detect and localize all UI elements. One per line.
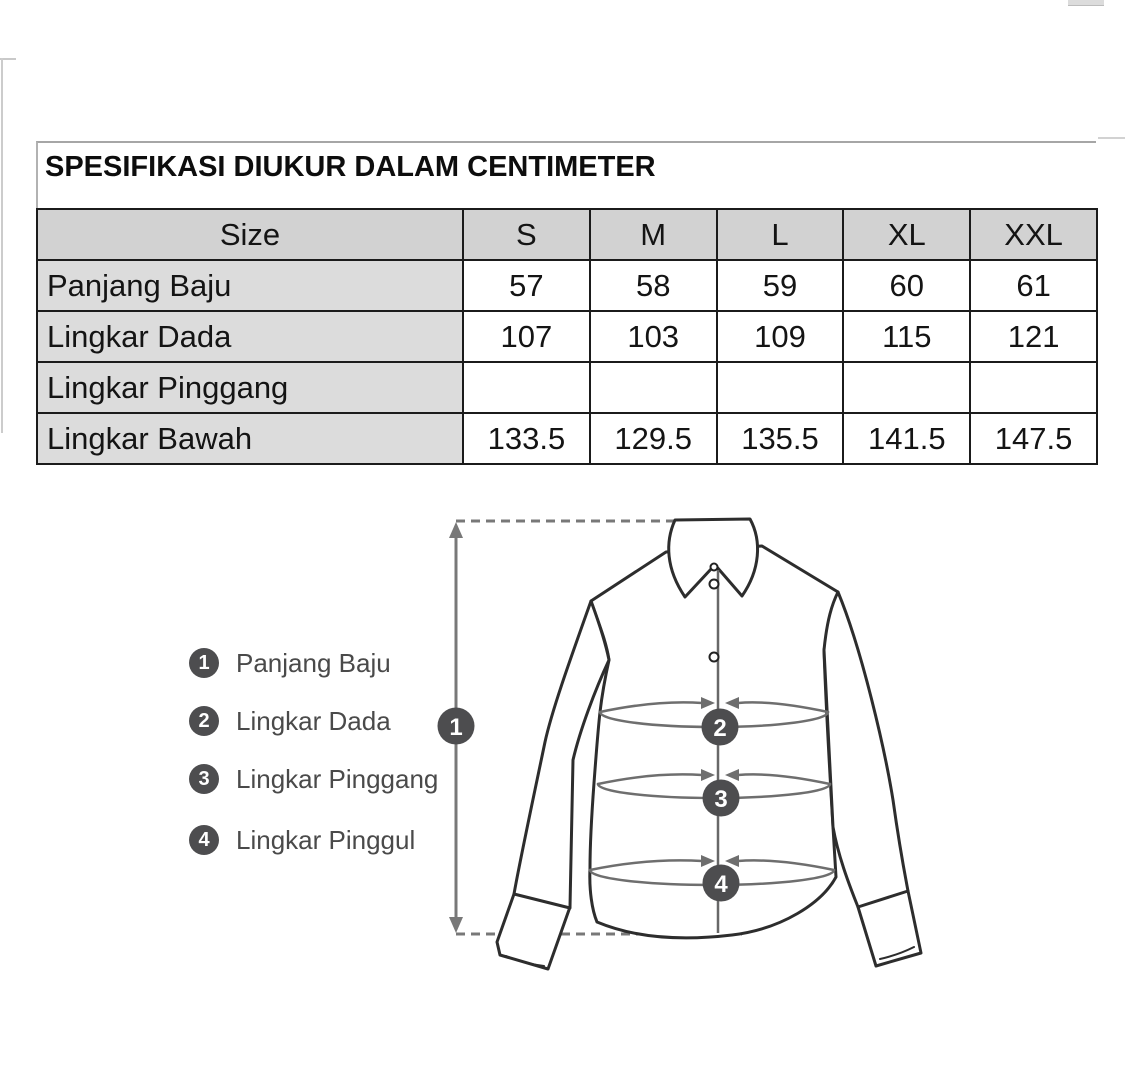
marker-number-1: 1 — [449, 714, 463, 741]
marker-number-3: 3 — [714, 786, 728, 813]
row-label: Lingkar Pinggang — [37, 362, 463, 413]
cell-value: 57 — [463, 260, 590, 311]
column-header-s: S — [463, 209, 590, 260]
legend-label: Lingkar Dada — [236, 706, 391, 736]
column-header-l: L — [717, 209, 844, 260]
column-header-size: Size — [37, 209, 463, 260]
legend-number-badge: 3 — [189, 764, 219, 794]
cell-value: 61 — [970, 260, 1097, 311]
button — [711, 564, 718, 571]
cell-value: 115 — [843, 311, 970, 362]
cell-value: 107 — [463, 311, 590, 362]
row-label: Panjang Baju — [37, 260, 463, 311]
cell-value: 60 — [843, 260, 970, 311]
arrowhead-up — [449, 522, 463, 538]
legend-number-badge: 2 — [189, 706, 219, 736]
cell-value: 133.5 — [463, 413, 590, 464]
legend-label: Panjang Baju — [236, 648, 391, 678]
legend-item-lingkar-pinggul — [189, 825, 415, 855]
legend-label: Lingkar Pinggul — [236, 825, 416, 855]
marker-number-4: 4 — [714, 871, 728, 898]
cell-value: 109 — [717, 311, 844, 362]
cell-value: 103 — [590, 311, 717, 362]
cell-value: 141.5 — [843, 413, 970, 464]
legend-item-panjang-baju — [189, 648, 391, 678]
shirt-right-sleeve — [824, 592, 921, 966]
legend-item-lingkar-dada — [189, 706, 391, 736]
shirt-left-sleeve — [497, 601, 609, 969]
arrowhead-down — [449, 917, 463, 933]
shirt-drawing — [497, 519, 921, 969]
cell-value: 59 — [717, 260, 844, 311]
legend-item-lingkar-pinggang — [189, 764, 438, 794]
legend-number-badge: 4 — [189, 825, 219, 855]
button — [710, 653, 719, 662]
row-label: Lingkar Dada — [37, 311, 463, 362]
legend-label: Lingkar Pinggang — [236, 764, 439, 794]
marker-number-2: 2 — [713, 715, 727, 742]
cell-value: 121 — [970, 311, 1097, 362]
row-label: Lingkar Bawah — [37, 413, 463, 464]
column-header-m: M — [590, 209, 717, 260]
button — [710, 580, 719, 589]
cell-value: 129.5 — [590, 413, 717, 464]
column-header-xxl: XXL — [970, 209, 1097, 260]
page-title: SPESIFIKASI DIUKUR DALAM CENTIMETER — [45, 151, 656, 183]
legend-number-badge: 1 — [189, 648, 219, 678]
cell-value: 135.5 — [717, 413, 844, 464]
cell-value: 147.5 — [970, 413, 1097, 464]
column-header-xl: XL — [843, 209, 970, 260]
cell-value: 58 — [590, 260, 717, 311]
